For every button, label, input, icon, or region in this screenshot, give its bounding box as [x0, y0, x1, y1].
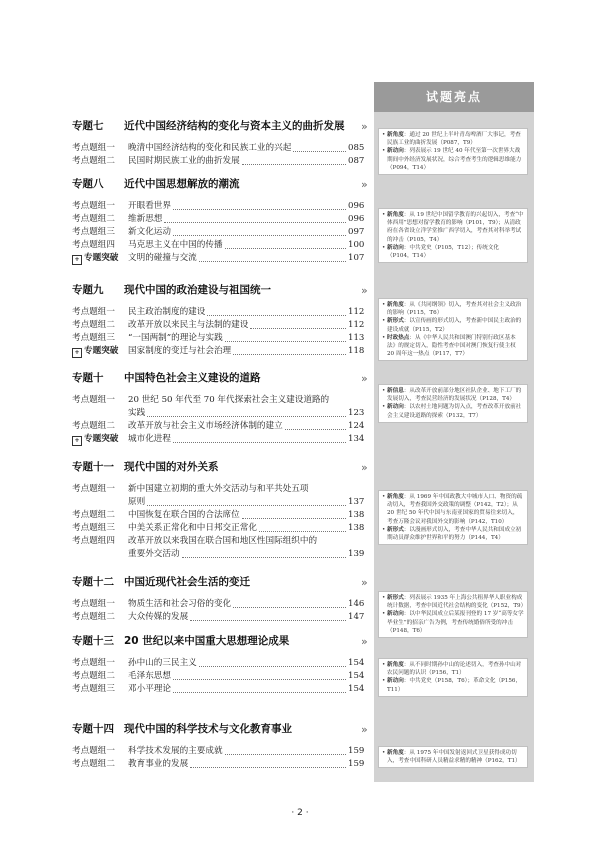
- highlight-tag: 新动向: [387, 404, 404, 411]
- highlight-card: [378, 658, 528, 697]
- toc-entry[interactable]: [72, 394, 365, 420]
- chapter-number: 专题十一: [72, 461, 114, 473]
- highlight-item: [382, 677, 524, 693]
- chevron-right-icon: »: [361, 635, 368, 648]
- highlight-card: [378, 490, 528, 545]
- leader-dots: [242, 164, 346, 165]
- chapter-title: 近代中国思想解放的潮流: [124, 178, 240, 190]
- highlight-text: [387, 403, 524, 419]
- entry-page: 124: [348, 421, 365, 431]
- highlight-tag: 新角度: [387, 212, 404, 218]
- chapter-section: [72, 370, 365, 446]
- highlight-text: [387, 526, 524, 542]
- highlight-tag: 新角度: [387, 132, 404, 138]
- chapter-title: 现代中国的政治建设与祖国统一: [124, 284, 271, 296]
- entry-title: 新中国建立初期的重大外交活动与和平共处五项: [128, 484, 309, 494]
- highlight-body: ：从 1975 年中国发射返回式卫星获得成功切入，考查中国科研人员精益求精的精神（P162，T1）: [387, 750, 521, 765]
- entry-title: 民国时期民族工业的曲折发展: [128, 156, 240, 166]
- entry-label-text: 考点题组二: [72, 759, 115, 769]
- entry-label: [72, 252, 128, 265]
- entry-label-text: 考点题组一: [72, 746, 115, 756]
- leader-dots: [173, 209, 346, 210]
- chapter-number: 专题十: [72, 372, 104, 384]
- bullet-icon: •: [382, 595, 386, 601]
- entry-label: [72, 598, 128, 611]
- highlight-tag: 新形式: [387, 595, 404, 601]
- toc-entry[interactable]: [72, 213, 365, 226]
- chevron-right-icon: »: [361, 723, 368, 736]
- chapter-title: 现代中国的对外关系: [124, 461, 219, 473]
- highlight-item: [382, 334, 524, 359]
- leader-dots: [242, 518, 346, 519]
- entry-label: [72, 758, 128, 771]
- leader-dots: [164, 222, 346, 223]
- bullet-icon: •: [382, 244, 386, 251]
- highlight-text: [387, 677, 524, 693]
- entry-label: [72, 213, 128, 226]
- entry-page: 154: [348, 658, 365, 668]
- bullet-icon: •: [382, 662, 386, 668]
- toc-entry[interactable]: [72, 239, 365, 252]
- page-number: · 2 ·: [291, 808, 309, 818]
- chapter-title: 20 世纪以来中国重大思想理论成果: [124, 635, 290, 647]
- chapter-section: [72, 176, 365, 265]
- entry-title: 维新思想: [128, 214, 163, 224]
- leader-dots: [190, 620, 346, 621]
- leader-dots: [233, 607, 346, 608]
- bullet-icon: •: [382, 611, 386, 618]
- leader-dots: [285, 429, 346, 430]
- entry-page: 097: [348, 227, 365, 237]
- entry-page: 137: [348, 497, 365, 507]
- entry-page: 159: [348, 746, 365, 756]
- entry-label: [72, 239, 128, 252]
- chevron-right-icon: »: [361, 372, 368, 385]
- entry-page: 159: [348, 759, 365, 769]
- entry-page: 146: [348, 599, 365, 609]
- toc-entry[interactable]: [72, 306, 365, 319]
- highlight-item: [382, 594, 527, 610]
- highlight-body: ：从 1969 年中国政教大中城市人口、物资的疏动切入，考查我国外交政策的调整（P142，T2）；从 20 世纪 50 年代中国与东南亚国家的贸易往来切入，考查万隆会议对我国外交的影响（P142，T10）: [387, 494, 523, 525]
- highlight-text: [387, 610, 524, 635]
- highlight-item: [382, 526, 524, 542]
- entry-page: 112: [348, 307, 365, 317]
- toc-entry[interactable]: [72, 670, 365, 683]
- bullet-icon: •: [382, 494, 386, 500]
- toc-entry[interactable]: [72, 657, 365, 670]
- highlight-body: ：列表展示 1935 年上海公共租界华人职业构成统计数据，考查中国近代社会结构的变化（P152，T9）: [387, 595, 527, 610]
- highlight-body: ：从 19 世纪中国留学教育的兴起切入，考查“中体西用”思想对留学教育的影响（P101，T9）；从清政府在各省设立洋学堂推广西学切入，考查其对科举考试的冲击（P105，T4）: [387, 212, 524, 243]
- entry-page: 138: [348, 510, 365, 520]
- highlight-card: [378, 746, 528, 768]
- entry-page: 112: [348, 320, 365, 330]
- entry-label-text: 考点题组一: [72, 307, 115, 317]
- entry-title: 大众传媒的发展: [128, 612, 189, 622]
- entry-label-text: 专题突破: [84, 346, 119, 356]
- leader-dots: [250, 328, 346, 329]
- toc-entry[interactable]: [72, 598, 365, 611]
- entry-page: 134: [348, 434, 365, 444]
- leader-dots: [293, 151, 346, 152]
- chapter-title: 中国特色社会主义建设的道路: [124, 372, 261, 384]
- toc-entry[interactable]: [72, 319, 365, 332]
- toc-entry[interactable]: [72, 420, 365, 433]
- highlight-body: ：从《中华人民共和国澳门特别行政区基本法》的规定切入，隐性考查中国对澳门恢复行使主权 20 周年这一热点（P117，T7）: [387, 334, 516, 358]
- leader-dots: [190, 767, 346, 768]
- toc-entry[interactable]: [72, 252, 365, 265]
- leader-dots: [199, 666, 346, 667]
- chevron-right-icon: »: [361, 461, 368, 474]
- chapter-section: [72, 459, 365, 561]
- highlight-item: [382, 403, 524, 419]
- entry-label: [72, 522, 128, 535]
- entry-label: [72, 306, 128, 319]
- leader-dots: [173, 235, 346, 236]
- leader-dots: [147, 505, 346, 506]
- entry-title-line2: [128, 496, 365, 509]
- chapter-number: 专题十二: [72, 576, 114, 588]
- toc-entry[interactable]: [72, 611, 365, 624]
- highlight-item: [382, 749, 524, 765]
- highlight-tag: 新动向: [387, 148, 404, 155]
- chapter-heading[interactable]: [72, 721, 362, 739]
- entry-label: [72, 483, 128, 509]
- highlight-text: [387, 131, 524, 147]
- toc-entry[interactable]: [72, 758, 365, 771]
- chapter-section: [72, 118, 365, 168]
- chapter-section: [72, 574, 365, 624]
- chapter-heading[interactable]: [72, 176, 362, 194]
- entry-page: 096: [348, 214, 365, 224]
- entry-label: [72, 332, 128, 345]
- toc-entry[interactable]: [72, 345, 365, 358]
- toc-entry[interactable]: [72, 683, 365, 696]
- bullet-icon: •: [382, 388, 386, 394]
- chapter-number: 专题九: [72, 284, 104, 296]
- bullet-icon: •: [382, 212, 386, 218]
- entry-page: 085: [348, 143, 365, 153]
- highlight-text: [387, 301, 524, 317]
- highlight-item: [382, 244, 524, 260]
- bullet-icon: •: [382, 750, 386, 756]
- entry-title: 科学技术发展的主要成就: [128, 746, 223, 756]
- highlight-text: [387, 749, 524, 765]
- chapter-section: [72, 282, 365, 358]
- leader-dots: [225, 754, 346, 755]
- entry-label: [72, 200, 128, 213]
- highlight-text: [387, 317, 524, 333]
- highlight-text: [387, 493, 524, 526]
- bullet-icon: •: [382, 526, 386, 533]
- highlight-text: [387, 387, 524, 403]
- highlight-item: [382, 147, 524, 172]
- highlight-item: [382, 301, 524, 317]
- toc-entry[interactable]: [72, 433, 365, 446]
- entry-label: [72, 433, 128, 446]
- leader-dots: [225, 248, 346, 249]
- entry-label: [72, 683, 128, 696]
- entry-label: [72, 535, 128, 561]
- entry-label-text: 考点题组三: [72, 333, 115, 343]
- highlight-body: ：以宣传画的形式切入，考查新中国民主政治的建设成就（P115，T2）: [387, 318, 522, 333]
- entry-page: 107: [348, 253, 365, 263]
- entry-label-text: 考点题组一: [72, 484, 115, 494]
- highlight-text: [387, 147, 524, 172]
- bullet-icon: •: [382, 318, 386, 325]
- highlight-item: [382, 317, 524, 333]
- entry-page: 123: [348, 408, 365, 418]
- entry-label: [72, 657, 128, 670]
- entry-label-text: 考点题组四: [72, 536, 115, 546]
- highlight-body: ：中共党史（P105，T12）；传统文化（P104，T14）: [387, 244, 500, 260]
- highlight-tag: 新形式: [387, 318, 404, 325]
- entry-label-text: 考点题组一: [72, 658, 115, 668]
- highlight-tag: 新信息: [387, 388, 404, 394]
- toc-entry[interactable]: [72, 509, 365, 522]
- highlight-item: [382, 661, 524, 677]
- entry-page: 138: [348, 523, 365, 533]
- entry-title: 邓小平理论: [128, 684, 171, 694]
- entry-label-text: 考点题组三: [72, 684, 115, 694]
- entry-label-text: 考点题组二: [72, 612, 115, 622]
- highlight-item: [382, 610, 524, 635]
- chapter-number: 专题八: [72, 178, 104, 190]
- entry-page: 139: [348, 549, 365, 559]
- entry-label: [72, 142, 128, 155]
- entry-title: 原则: [128, 497, 146, 507]
- bullet-icon: •: [382, 148, 386, 155]
- chapter-heading[interactable]: [72, 459, 362, 477]
- entry-page: 096: [348, 201, 365, 211]
- leader-dots: [173, 442, 346, 443]
- entry-label-text: 专题突破: [84, 253, 119, 263]
- entry-label-text: 考点题组二: [72, 671, 115, 681]
- toc-entry[interactable]: [72, 200, 365, 213]
- entry-title: 20 世纪 50 年代至 70 年代探索社会主义建设道路的: [128, 395, 330, 405]
- entry-title-line2: [128, 548, 365, 561]
- toc-entry[interactable]: [72, 522, 365, 535]
- breakthrough-icon: +: [72, 436, 82, 446]
- highlight-body: ：以中华民国成立后某报刊登的 17 岁“高等女学毕业生”的招亲广告为例，考查传统婚俗所受的冲击（P148，T6）: [387, 611, 524, 634]
- toc-entry[interactable]: [72, 332, 365, 345]
- entry-title: 改革开放以来民主与法制的建设: [128, 320, 249, 330]
- entry-page: 113: [348, 333, 365, 343]
- entry-page: 100: [348, 240, 365, 250]
- entry-label: [72, 345, 128, 358]
- entry-label-text: 考点题组三: [72, 227, 115, 237]
- highlight-tag: 新形式: [387, 526, 404, 533]
- entry-title: 实践: [128, 408, 146, 418]
- bullet-icon: •: [382, 302, 386, 308]
- bullet-icon: •: [382, 678, 386, 685]
- entry-label-text: 考点题组一: [72, 395, 115, 405]
- chevron-right-icon: »: [361, 120, 368, 133]
- leader-dots: [225, 341, 346, 342]
- entry-label: [72, 319, 128, 332]
- chapter-title: 中国近现代社会生活的变迁: [124, 576, 250, 588]
- highlight-tag: 新角度: [387, 494, 404, 500]
- highlight-body: ：从《共同纲领》切入，考查其对社会主义政治的影响（P115，T6）: [387, 302, 522, 317]
- chevron-right-icon: »: [361, 576, 368, 589]
- entry-title: 新文化运动: [128, 227, 171, 237]
- entry-label-text: 考点题组二: [72, 421, 115, 431]
- entry-label: [72, 226, 128, 239]
- highlight-item: [382, 211, 524, 244]
- entry-label: [72, 670, 128, 683]
- highlight-card: [378, 384, 528, 423]
- toc-entry[interactable]: [72, 745, 365, 758]
- highlight-body: ：列表展示 19 世纪 40 年代至第一次世界大战期间中外经济发展状况，综合考查考生的逻辑思维能力（P094，T14）: [387, 148, 522, 171]
- entry-label: [72, 509, 128, 522]
- chapter-title: 现代中国的科学技术与文化教育事业: [124, 723, 292, 735]
- highlight-card: [378, 208, 528, 263]
- entry-title: 中美关系正常化和中日邦交正常化: [128, 523, 257, 533]
- highlight-item: [382, 387, 524, 403]
- bullet-icon: •: [382, 404, 386, 411]
- highlight-tag: 新动向: [387, 244, 404, 251]
- highlights-title: 试题亮点: [374, 82, 534, 112]
- leader-dots: [173, 679, 346, 680]
- toc-entry[interactable]: [72, 155, 365, 168]
- toc-entry[interactable]: [72, 535, 365, 561]
- entry-title: 教育事业的发展: [128, 759, 189, 769]
- chevron-right-icon: »: [361, 284, 368, 297]
- leader-dots: [207, 315, 346, 316]
- bullet-icon: •: [382, 132, 386, 138]
- highlight-body: ：中共党史（P158，T6）；革命文化（P156，T11）: [387, 678, 522, 693]
- leader-dots: [173, 692, 346, 693]
- highlight-body: ：以农村土地问题为切入点，考查改革开放前社会主义建设道路的探索（P132，T7）: [387, 404, 522, 419]
- leader-dots: [233, 354, 346, 355]
- entry-title: 改革开放与社会主义市场经济体制的建立: [128, 421, 283, 431]
- chapter-heading[interactable]: [72, 282, 362, 300]
- entry-title: 国家制度的变迁与社会治理: [128, 346, 232, 356]
- entry-title: 物质生活和社会习俗的变化: [128, 599, 232, 609]
- highlight-text: [387, 661, 524, 677]
- highlight-body: ：从改革开放前部分地区社队企业、地下工厂的发展切入，考查民营经济的发展状况（P128，T4）: [387, 388, 522, 403]
- toc-entry[interactable]: [72, 226, 365, 239]
- highlight-tag: 新动向: [387, 611, 404, 618]
- highlight-text: [387, 334, 524, 359]
- chevron-right-icon: »: [361, 178, 368, 191]
- entry-title: 改革开放以来我国在联合国和地区性国际组织中的: [128, 536, 318, 546]
- entry-page: 154: [348, 671, 365, 681]
- entry-title: 孙中山的三民主义: [128, 658, 197, 668]
- entry-label-text: 考点题组一: [72, 143, 115, 153]
- entry-title: “一国两制”的理论与实践: [128, 333, 223, 343]
- chapter-section: [72, 721, 365, 771]
- entry-label-text: 专题突破: [84, 434, 119, 444]
- highlight-item: [382, 493, 524, 526]
- entry-label: [72, 420, 128, 433]
- entry-label-text: 考点题组二: [72, 156, 115, 166]
- leader-dots: [259, 531, 346, 532]
- leader-dots: [182, 557, 346, 558]
- entry-title: 开眼看世界: [128, 201, 171, 211]
- entry-label-text: 考点题组一: [72, 201, 115, 211]
- entry-label-text: 考点题组一: [72, 599, 115, 609]
- bullet-icon: •: [382, 334, 386, 341]
- entry-page: 087: [348, 156, 365, 166]
- highlight-body: ：以漫画形式切入，考查中华人民共和国成立初期动员群众维护世界和平的努力（P144，T4）: [387, 526, 522, 542]
- entry-label: [72, 155, 128, 168]
- chapter-number: 专题十三: [72, 635, 114, 647]
- entry-title: 重要外交活动: [128, 549, 180, 559]
- chapter-title: 近代中国经济结构的变化与资本主义的曲折发展: [124, 120, 345, 132]
- highlight-card: [378, 298, 528, 361]
- entry-label: [72, 611, 128, 624]
- chapter-number: 专题十四: [72, 723, 114, 735]
- breakthrough-icon: +: [72, 255, 82, 265]
- highlight-card: [378, 591, 528, 638]
- highlight-tag: 新角度: [387, 302, 404, 308]
- highlight-text: [387, 244, 524, 260]
- highlight-item: [382, 131, 524, 147]
- entry-title: 文明的碰撞与交流: [128, 253, 197, 263]
- entry-label-text: 考点题组二: [72, 510, 115, 520]
- entry-title: 毛泽东思想: [128, 671, 171, 681]
- entry-title-line2: [128, 407, 365, 420]
- entry-title: 民主政治制度的建设: [128, 307, 206, 317]
- highlight-text: [387, 594, 527, 610]
- highlight-tag: 新角度: [387, 750, 404, 756]
- entry-label-text: 考点题组三: [72, 523, 115, 533]
- toc-entry[interactable]: [72, 483, 365, 509]
- toc-entry[interactable]: [72, 142, 365, 155]
- leader-dots: [199, 261, 346, 262]
- entry-page: 118: [348, 346, 365, 356]
- highlight-text: [387, 211, 524, 244]
- highlight-tag: 新动向: [387, 678, 404, 685]
- entry-page: 147: [348, 612, 365, 622]
- entry-title: 城市化进程: [128, 434, 171, 444]
- entry-title: 中国恢复在联合国的合法席位: [128, 510, 240, 520]
- entry-label-text: 考点题组四: [72, 240, 115, 250]
- entry-label: [72, 745, 128, 758]
- highlight-tag: 时政热点: [387, 334, 410, 341]
- entry-title: 马克思主义在中国的传播: [128, 240, 223, 250]
- entry-label: [72, 394, 128, 420]
- chapter-heading[interactable]: [72, 633, 362, 651]
- entry-title: 晚清中国经济结构的变化和民族工业的兴起: [128, 143, 292, 153]
- chapter-heading[interactable]: [72, 118, 362, 136]
- entry-page: 154: [348, 684, 365, 694]
- entry-label-text: 考点题组二: [72, 320, 115, 330]
- chapter-heading[interactable]: [72, 370, 362, 388]
- highlight-card: [378, 128, 528, 175]
- highlight-body: ：通过 20 世纪上半叶青岛啤酒厂大事记，考查民族工业的曲折发展（P087，T9）: [387, 132, 521, 147]
- chapter-section: [72, 633, 365, 696]
- highlight-body: ：从不同时期孙中山的论述切入，考查孙中山对农民问题的认识（P156，T1）: [387, 662, 522, 677]
- chapter-number: 专题七: [72, 120, 104, 132]
- leader-dots: [147, 416, 346, 417]
- chapter-heading[interactable]: [72, 574, 362, 592]
- breakthrough-icon: +: [72, 348, 82, 358]
- highlight-tag: 新角度: [387, 662, 404, 668]
- entry-label-text: 考点题组二: [72, 214, 115, 224]
